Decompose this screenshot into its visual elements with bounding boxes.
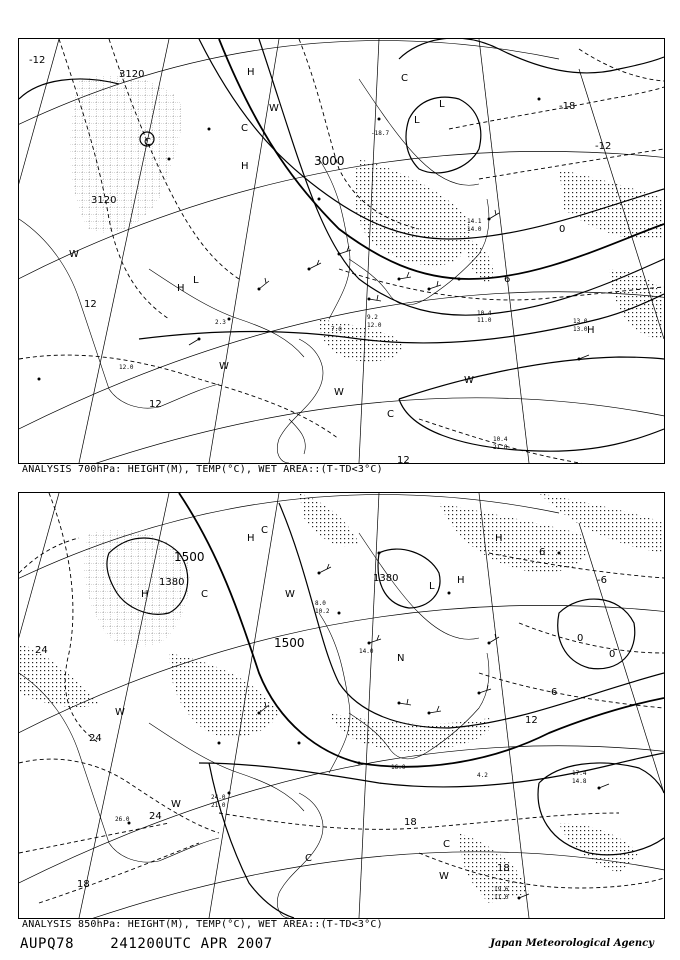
- temp-label: 0: [577, 633, 584, 644]
- height-label: 1380: [159, 577, 185, 588]
- center-label: W: [171, 799, 181, 810]
- chart-700hpa: [18, 38, 665, 464]
- bulletin-code: AUPQ78 241200UTC APR 2007: [20, 936, 273, 952]
- temp-label: 0: [559, 224, 566, 235]
- temp-label: -12: [595, 141, 612, 152]
- center-label: H: [495, 533, 503, 544]
- center-label: W: [115, 707, 125, 718]
- height-labels: [159, 550, 398, 650]
- temp-label: -18: [559, 101, 576, 112]
- wet-areas: [19, 493, 664, 903]
- station-value: 13.0: [573, 326, 588, 333]
- center-label: N: [397, 653, 405, 664]
- height-label: 3120: [119, 69, 145, 80]
- center-label: C: [144, 137, 151, 148]
- station-values: [119, 130, 588, 451]
- station-value: 12.0: [119, 364, 134, 371]
- station-value: 21.0: [493, 444, 508, 451]
- station-values: [115, 600, 587, 901]
- station-value: -18.7: [371, 130, 390, 137]
- station-value: 21.0: [211, 802, 226, 809]
- station-value: 17.4: [572, 770, 587, 777]
- height-label: 3120: [91, 195, 117, 206]
- temp-label: 12: [84, 299, 97, 310]
- temp-label: -12: [29, 55, 46, 66]
- temp-label: -6: [597, 575, 607, 586]
- temp-label: 12: [397, 455, 410, 463]
- center-label: W: [269, 103, 279, 114]
- center-label: C: [401, 73, 408, 84]
- station-value: 11.0: [477, 317, 492, 324]
- station-value: 2.3: [215, 319, 226, 326]
- caption-700hpa: ANALYSIS 700hPa: HEIGHT(M), TEMP(°C), WET AREA::(T-TD<3°C): [22, 464, 383, 475]
- map-850hpa: [19, 493, 664, 918]
- station-value: 14.0: [467, 226, 482, 233]
- temp-label: 24: [35, 645, 48, 656]
- station-value: 8.0: [315, 600, 326, 607]
- chart-850hpa: [18, 492, 665, 919]
- center-label: W: [285, 589, 295, 600]
- height-label: 1500: [174, 550, 205, 564]
- station-value: 10.4: [493, 436, 508, 443]
- center-label: H: [587, 325, 595, 336]
- temp-label: 24: [89, 733, 102, 744]
- station-value: 4.2: [477, 772, 488, 779]
- temp-label: 6: [504, 274, 511, 285]
- station-value: 9.2: [367, 314, 378, 321]
- temp-label: 12: [149, 399, 162, 410]
- center-label: C: [387, 409, 394, 420]
- center-label: C: [201, 589, 208, 600]
- center-label: H: [247, 67, 255, 78]
- center-label: H: [457, 575, 465, 586]
- center-label: L: [193, 275, 199, 286]
- center-label: C: [241, 123, 248, 134]
- center-label: C: [443, 839, 450, 850]
- station-value: 14.1: [467, 218, 482, 225]
- map-700hpa: [19, 39, 664, 463]
- station-value: 19.6: [494, 886, 509, 893]
- center-label: W: [219, 361, 229, 372]
- station-value: 26.0: [115, 816, 130, 823]
- temp-label: 18: [404, 817, 417, 828]
- station-value: 16.0: [391, 764, 406, 771]
- station-value: 14.0: [359, 648, 374, 655]
- height-label: 1500: [274, 636, 305, 650]
- center-label: W: [69, 249, 79, 260]
- station-value: 14.8: [572, 778, 587, 785]
- agency-credit: Japan Meteorological Agency: [490, 938, 654, 949]
- center-label: C: [261, 525, 268, 536]
- center-label: L: [439, 99, 445, 110]
- temp-label: 12: [525, 715, 538, 726]
- station-value: 24.0: [211, 794, 226, 801]
- height-label: 1380: [373, 573, 399, 584]
- caption-850hpa: ANALYSIS 850hPa: HEIGHT(M), TEMP(°C), WET AREA::(T-TD<3°C): [22, 919, 383, 930]
- station-value: 11.0: [494, 894, 509, 901]
- temp-label: 18: [497, 863, 510, 874]
- station-value: 10.4: [477, 310, 492, 317]
- center-label: H: [177, 283, 185, 294]
- center-label: C: [305, 853, 312, 864]
- center-label: H: [141, 589, 149, 600]
- center-label: H: [247, 533, 255, 544]
- temp-label: 0: [609, 649, 616, 660]
- center-label: W: [334, 387, 344, 398]
- center-label: L: [429, 581, 435, 592]
- station-value: 10.2: [315, 608, 330, 615]
- center-label: W: [464, 375, 474, 386]
- temp-label: 18: [77, 879, 90, 890]
- station-value: 12.0: [367, 322, 382, 329]
- center-label: W: [439, 871, 449, 882]
- temp-label: 6: [551, 687, 558, 698]
- station-value: 7.0: [331, 326, 342, 333]
- station-value: 13.0: [573, 318, 588, 325]
- center-label: H: [241, 161, 249, 172]
- center-label: L: [414, 115, 420, 126]
- temp-label: 24: [149, 811, 162, 822]
- height-label: 3000: [314, 154, 345, 168]
- temp-label: 6: [539, 547, 546, 558]
